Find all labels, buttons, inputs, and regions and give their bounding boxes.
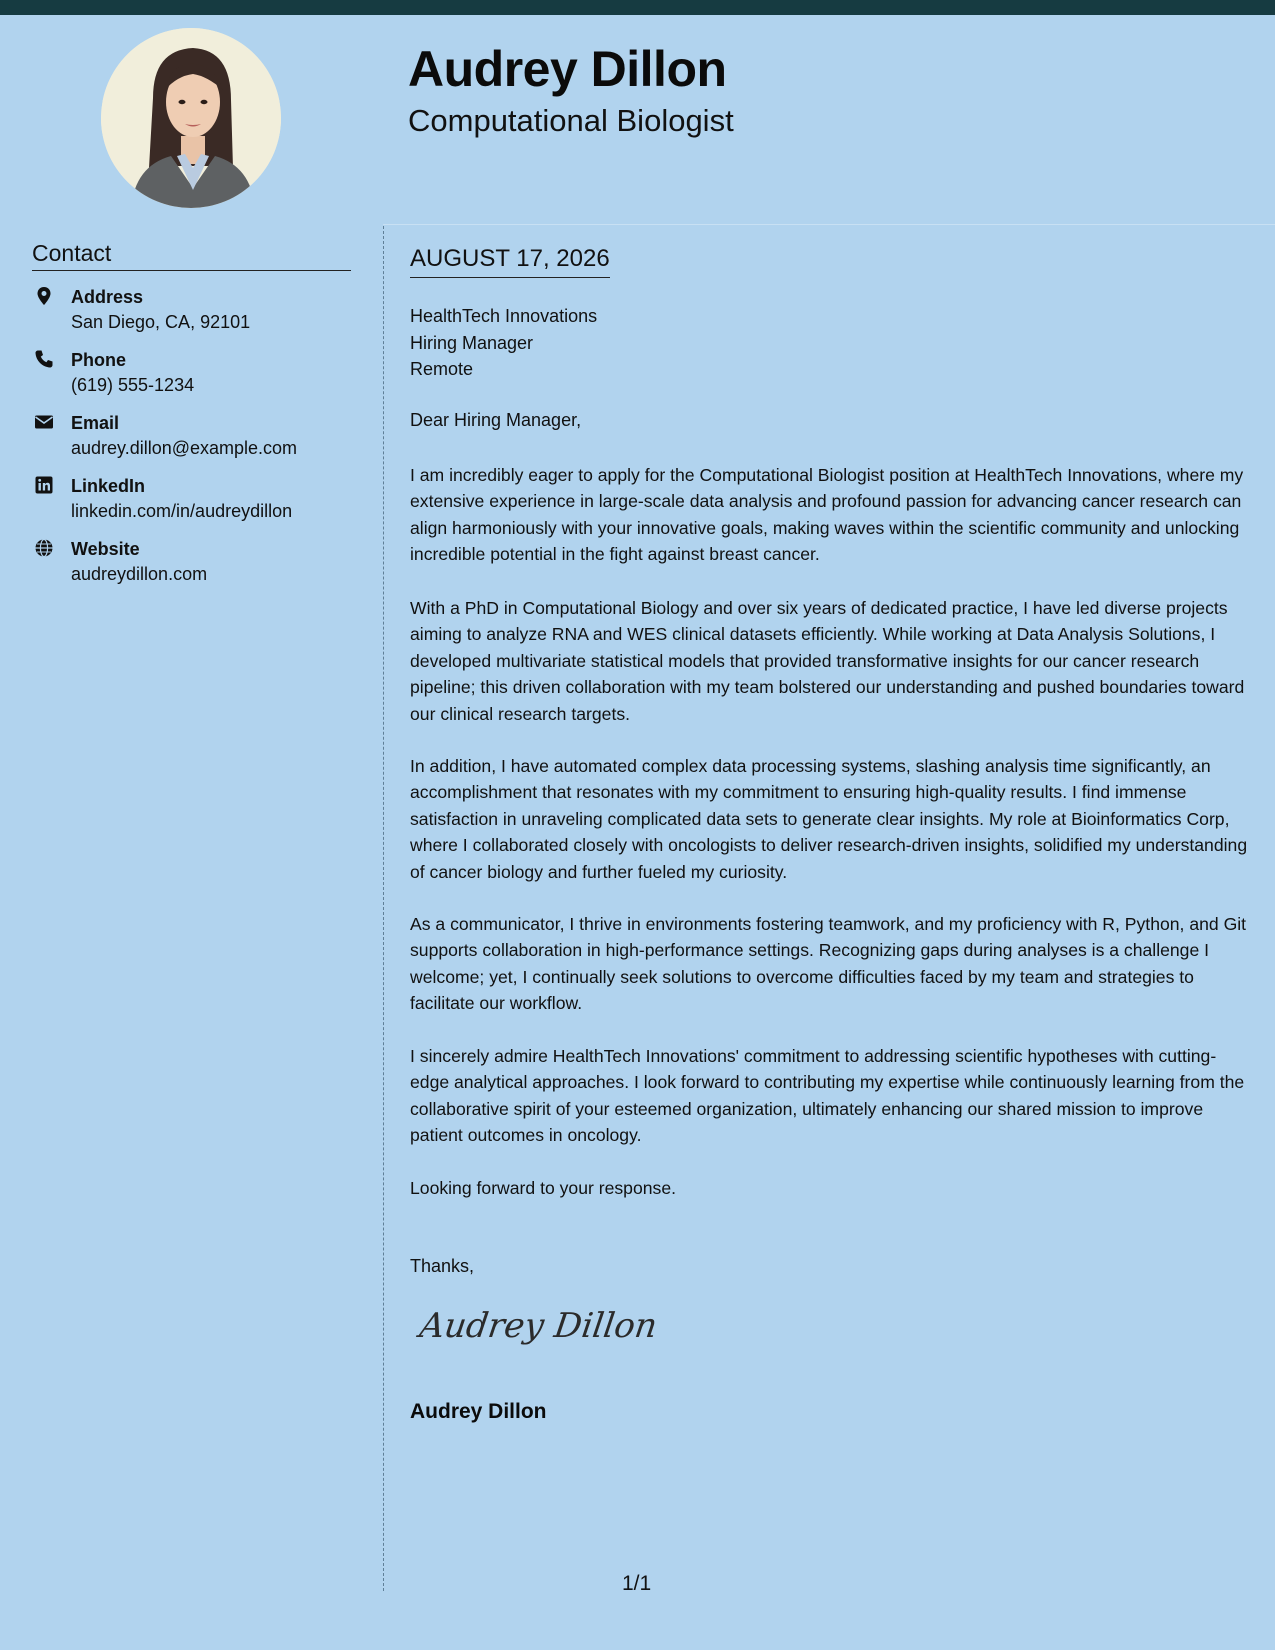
handwritten-signature: Audrey Dillon [417, 1306, 660, 1346]
linkedin-icon [34, 475, 54, 495]
envelope-icon [34, 412, 54, 432]
contact-heading: Contact [32, 240, 351, 271]
header-divider [383, 224, 1275, 225]
phone-value: (619) 555-1234 [71, 375, 195, 395]
recipient-company: HealthTech Innovations [410, 306, 598, 326]
linkedin-value[interactable]: linkedin.com/in/audreydillon [71, 501, 293, 521]
contact-label: Website [71, 539, 140, 559]
contact-item-address [32, 283, 362, 346]
body-paragraph: With a PhD in Computational Biology and over six years of dedicated practice, I have led diverse projects aiming to analyze RNA and WES clinical datasets efficiently. While working at Data Analysis Solutions, I developed multivariate statistical models that provided transformative insights for our cancer research pipeline; this driven collaboration with my team bolstered our understanding and pushed boundaries toward our clinical research targets. [410, 598, 1245, 724]
phone-icon [34, 349, 54, 369]
column-divider [383, 226, 384, 1591]
closing: Thanks, [410, 1256, 475, 1276]
contact-item-phone [32, 346, 362, 409]
avatar [101, 28, 281, 208]
top-bar [0, 0, 1275, 15]
recipient-location: Remote [410, 359, 474, 379]
page-number: 1/1 [622, 1572, 652, 1595]
salutation: Dear Hiring Manager, [410, 410, 582, 430]
signer-name: Audrey Dillon [410, 1400, 547, 1423]
job-title: Computational Biologist [408, 103, 734, 138]
profile-photo [101, 28, 281, 208]
recipient-block [410, 303, 597, 383]
contact-label: LinkedIn [71, 476, 146, 496]
contact-label: Phone [71, 350, 127, 370]
website-value[interactable]: audreydillon.com [71, 564, 208, 584]
contact-label: Address [71, 287, 144, 307]
body-paragraph: I sincerely admire HealthTech Innovations' commitment to addressing scientific hypotheses with cutting-edge analytical approaches. I look forward to contributing my expertise while continuously learning from the collaborative spirit of your esteemed organization, ultimately enhancing our shared mission to improve patient outcomes in oncology. [410, 1046, 1245, 1146]
email-value[interactable]: audrey.dillon@example.com [71, 438, 298, 458]
candidate-name: Audrey Dillon [408, 41, 727, 97]
recipient-role: Hiring Manager [410, 332, 534, 353]
body-paragraph: As a communicator, I thrive in environments fostering teamwork, and my proficiency with R, Python, and Git supports collaboration in high-performance settings. Recognizing gaps during analyses is a challenge I welcome; yet, I continually seek solutions to overcome difficulties faced by my team and strategies to facilitate our workflow. [410, 914, 1247, 1014]
body-paragraph: I am incredibly eager to apply for the Computational Biologist position at HealthTech Innovations, where my extensive experience in large-scale data analysis and profound passion for advancing cancer research can align harmoniously with your innovative goals, making waves within the scientific community and unlocking incredible potential in the fight against breast cancer. [410, 465, 1244, 565]
globe-icon [34, 538, 54, 558]
closing-paragraph: Looking forward to your response. [410, 1178, 677, 1198]
contact-item-linkedin [32, 472, 362, 535]
contact-item-email [32, 409, 362, 472]
contact-list [32, 283, 362, 598]
body-paragraph: In addition, I have automated complex data processing systems, slashing analysis time significantly, an accomplishment that resonates with my commitment to ensuring high-quality results. I find immense satisfaction in unraveling complicated data sets to generate clear insights. My role at Bioinformatics Corp, where I collaborated closely with oncologists to deliver research-driven insights, solidified my understanding of cancer biology and further fueled my curiosity. [410, 756, 1248, 882]
contact-item-website [32, 535, 362, 598]
letter-date: AUGUST 17, 2026 [410, 245, 610, 278]
contact-label: Email [71, 413, 120, 433]
location-pin-icon [34, 286, 54, 306]
address-value: San Diego, CA, 92101 [71, 312, 251, 332]
